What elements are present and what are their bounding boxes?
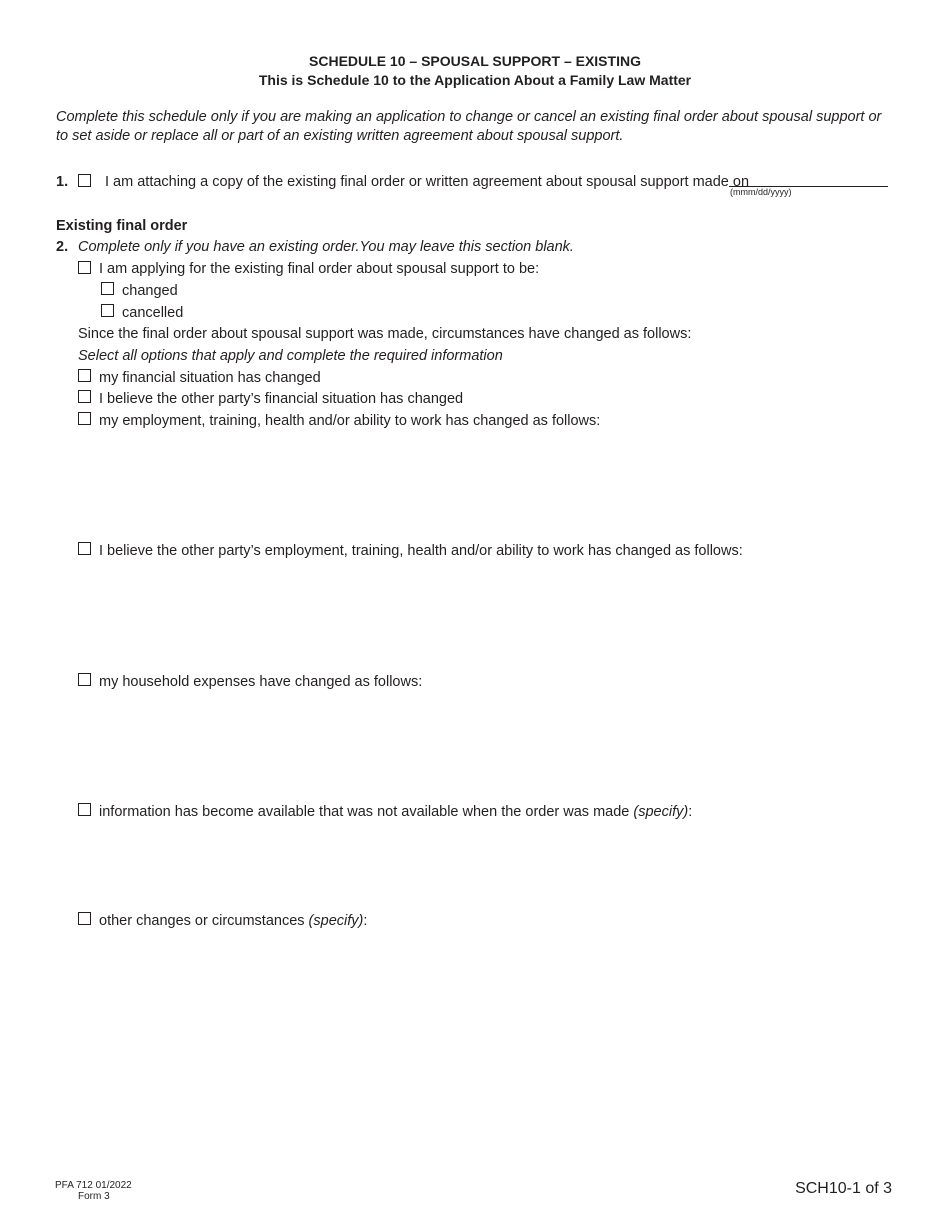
changed-label: changed — [122, 283, 178, 299]
new-information-specify: (specify) — [633, 804, 689, 820]
date-format-hint: (mmm/dd/yyyy) — [730, 187, 792, 197]
item-2-number: 2. — [56, 239, 69, 255]
other-changes-label — [99, 913, 367, 929]
intro-instructions: Complete this schedule only if you are making an application to change or cancel an existing final order about spousal support or to set aside or replace all or part of an existing written agreement about spousal support. — [56, 109, 882, 144]
item-1-checkbox[interactable] — [78, 174, 91, 187]
my-employment-label: my employment, training, health and/or ability to work has changed as follows: — [99, 413, 601, 429]
item-1-text: I am attaching a copy of the existing final order or written agreement about spousal support made on — [105, 174, 750, 190]
other-employment-label: I believe the other party’s employment, training, health and/or ability to work has changed as follows: — [99, 543, 743, 559]
applying-checkbox[interactable] — [78, 261, 91, 274]
changed-checkbox[interactable] — [101, 282, 114, 295]
since-text: Since the final order about spousal support was made, circumstances have changed as follows: — [78, 326, 692, 342]
item-2-instruction: Complete only if you have an existing order.You may leave this section blank. — [78, 239, 574, 255]
form-number: Form 3 — [78, 1191, 110, 1202]
schedule-title: SCHEDULE 10 – SPOUSAL SUPPORT – EXISTING — [309, 53, 641, 69]
other-financial-label: I believe the other party’s financial situation has changed — [99, 391, 464, 407]
cancelled-checkbox[interactable] — [101, 304, 114, 317]
other-employment-checkbox[interactable] — [78, 542, 91, 555]
form-code: PFA 712 01/2022 — [55, 1180, 132, 1191]
my-financial-label: my financial situation has changed — [99, 370, 321, 386]
item-1-number: 1. — [56, 174, 69, 190]
new-information-label — [99, 804, 692, 820]
my-financial-checkbox[interactable] — [78, 369, 91, 382]
other-changes-text: other changes or circumstances — [99, 913, 305, 929]
applying-text: I am applying for the existing final order about spousal support to be: — [99, 261, 540, 277]
page-number: SCH10-1 of 3 — [795, 1180, 892, 1197]
household-expenses-label: my household expenses have changed as follows: — [99, 674, 423, 690]
other-changes-checkbox[interactable] — [78, 912, 91, 925]
other-changes-colon: : — [363, 913, 368, 929]
other-financial-checkbox[interactable] — [78, 390, 91, 403]
other-changes-specify: (specify) — [308, 913, 364, 929]
new-information-text: information has become available that was not available when the order was made — [99, 804, 630, 820]
household-expenses-checkbox[interactable] — [78, 673, 91, 686]
select-instruction: Select all options that apply and complete the required information — [78, 348, 503, 364]
new-information-colon: : — [688, 804, 693, 820]
schedule-subtitle: This is Schedule 10 to the Application About a Family Law Matter — [258, 72, 692, 88]
my-employment-checkbox[interactable] — [78, 412, 91, 425]
existing-order-heading: Existing final order — [56, 218, 188, 234]
new-information-checkbox[interactable] — [78, 803, 91, 816]
cancelled-label: cancelled — [122, 305, 184, 321]
